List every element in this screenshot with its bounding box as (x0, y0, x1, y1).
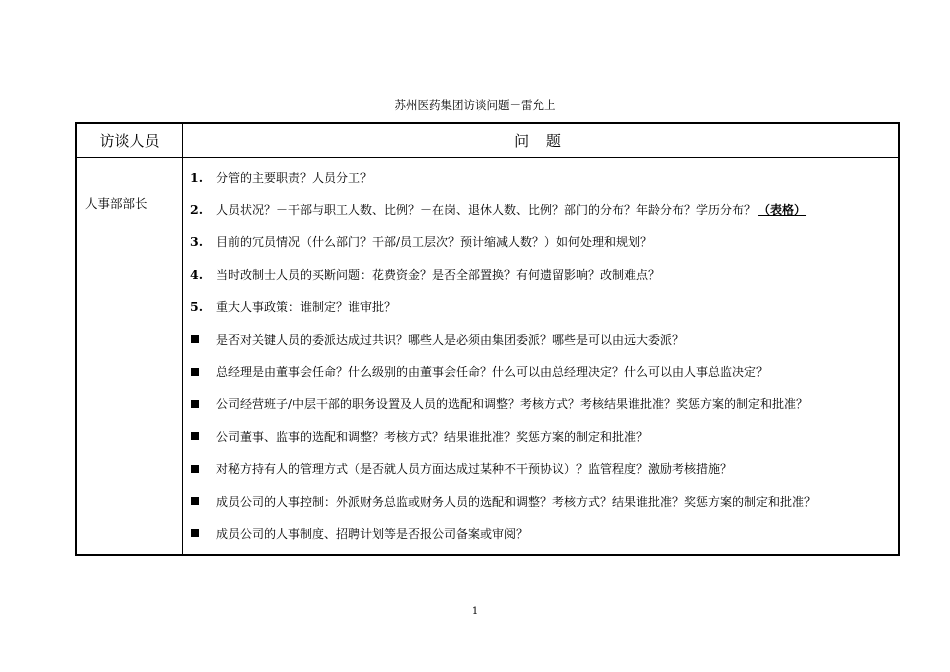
question-item (183, 355, 898, 387)
question-text: 是否对关键人员的委派达成过共识？哪些人是必须由集团委派？哪些是可以由远大委派？ (216, 332, 685, 347)
question-text: 当时改制士人员的买断问题：花费资金？是否全部置换？有何遗留影响？改制难点？ (216, 267, 661, 282)
question-text: 公司经营班子/中层干部的职务设置及人员的选配和调整？考核方式？考核结果谁批准？奖惩方案的制定和批准？ (216, 397, 809, 412)
question-item (183, 388, 898, 420)
question-item (183, 193, 898, 225)
table-row (76, 158, 899, 555)
bullet-square-icon (190, 526, 216, 540)
table-format-tag: （表格） (758, 203, 807, 218)
question-item (183, 291, 898, 323)
bullet-square-icon (190, 494, 216, 508)
question-item (183, 517, 898, 549)
interview-questions-table (75, 122, 900, 556)
question-text: 分管的主要职责？人员分工？ (216, 170, 373, 185)
question-text: 人员状况？－干部与职工人数、比例？－在岗、退休人数、比例？部门的分布？年龄分布？学历分布？ (216, 203, 757, 218)
square-bullet-icon (191, 400, 199, 408)
question-text: 总经理是由董事会任命？什么级别的由董事会任命？什么可以由总经理决定？什么可以由人事总监决定？ (216, 365, 769, 380)
question-text: 重大人事政策：谁制定？谁审批？ (216, 300, 397, 315)
question-item (183, 453, 898, 485)
square-bullet-icon (191, 432, 199, 440)
page-number: 1 (471, 606, 479, 617)
question-number: 4. (190, 266, 204, 282)
question-number: 2. (190, 202, 204, 218)
square-bullet-icon (191, 465, 199, 473)
question-text: 对秘方持有人的管理方式（是否就人员方面达成过某种不干预协议）？监管程度？激励考核措施？ (216, 462, 733, 477)
question-text: 公司董事、监事的选配和调整？考核方式？结果谁批准？奖惩方案的制定和批准？ (216, 429, 649, 444)
square-bullet-icon (191, 335, 199, 343)
square-bullet-icon (191, 368, 199, 376)
question-item (183, 226, 898, 258)
bullet-square-icon (190, 332, 216, 346)
questions-cell (183, 158, 900, 555)
question-text: 成员公司的人事制度、招聘计划等是否报公司备案或审阅？ (216, 526, 529, 541)
header-interviewee: 访谈人员 (76, 123, 183, 158)
question-number: 3. (190, 234, 204, 250)
question-item (183, 161, 898, 193)
question-item (183, 258, 898, 290)
header-questions: 问 题 (183, 123, 900, 158)
interviewee-cell: 人事部部长 (76, 158, 183, 555)
question-text: 目前的冗员情况（什么部门？干部/员工层次？预计缩减人数？）如何处理和规划？ (216, 235, 653, 250)
question-number: 5. (190, 299, 204, 315)
bullet-square-icon (190, 365, 216, 379)
square-bullet-icon (191, 497, 199, 505)
question-item (183, 323, 898, 355)
bullet-square-icon (190, 429, 216, 443)
question-list (183, 158, 898, 554)
question-item (183, 420, 898, 452)
bullet-square-icon (190, 462, 216, 476)
question-text: 成员公司的人事控制：外派财务总监或财务人员的选配和调整？考核方式？结果谁批准？奖惩方案的制定和批准？ (216, 494, 817, 509)
table-header-row (76, 123, 899, 158)
document-title: 苏州医药集团访谈问题－雷允上 (394, 98, 556, 112)
question-item (183, 485, 898, 517)
bullet-square-icon (190, 397, 216, 411)
square-bullet-icon (191, 529, 199, 537)
question-number: 1. (190, 169, 204, 185)
